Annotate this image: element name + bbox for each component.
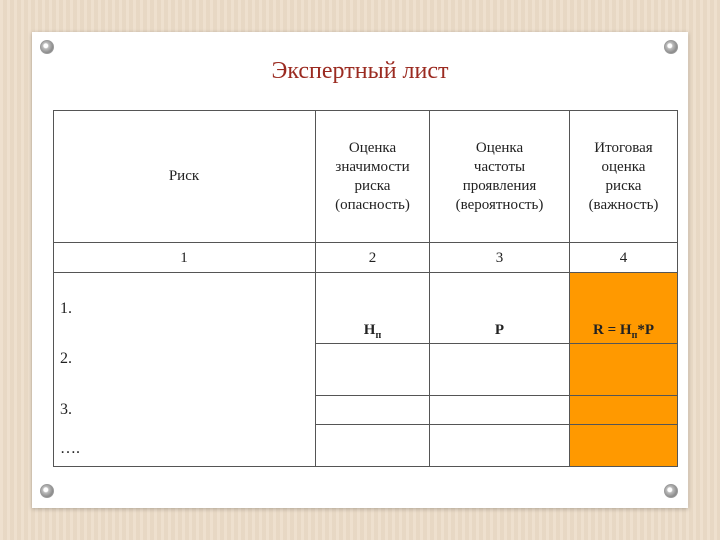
hazard-symbol	[316, 322, 429, 341]
row-label: 1.	[60, 300, 72, 317]
header-line: оценка	[601, 158, 646, 175]
risk-formula	[570, 322, 677, 341]
column-number: 2	[368, 250, 377, 266]
header-line: (опасность)	[335, 196, 410, 213]
column-number: 3	[495, 250, 504, 266]
header-line: Оценка	[348, 139, 397, 156]
header-risk-label: Риск	[168, 168, 200, 184]
formula-prefix: R = Н	[593, 322, 632, 338]
header-risk	[54, 111, 314, 242]
header-final-score	[570, 111, 677, 242]
header-frequency	[430, 111, 569, 242]
column-number: 1	[180, 250, 188, 266]
probability-symbol: Р	[494, 322, 505, 338]
header-line: (важность)	[588, 196, 659, 213]
hazard-letter: Н	[363, 322, 376, 338]
hazard-subscript: п	[375, 330, 382, 341]
header-line: частоты	[473, 158, 526, 175]
header-line: риска	[354, 177, 391, 194]
row-label: 2.	[60, 350, 72, 367]
header-line: Оценка	[475, 139, 524, 156]
row-label: ….	[60, 440, 80, 457]
header-line: риска	[605, 177, 642, 194]
row-label: 3.	[60, 401, 72, 418]
page-title: Экспертный лист	[271, 58, 449, 84]
header-line: проявления	[462, 177, 537, 194]
formula-suffix: *Р	[637, 322, 654, 338]
header-line: Итоговая	[594, 139, 653, 156]
header-line: (вероятность)	[455, 196, 544, 213]
column-number: 4	[619, 250, 628, 266]
header-line: значимости	[335, 158, 410, 175]
header-significance	[316, 111, 429, 242]
formula-subscript: п	[631, 330, 638, 341]
